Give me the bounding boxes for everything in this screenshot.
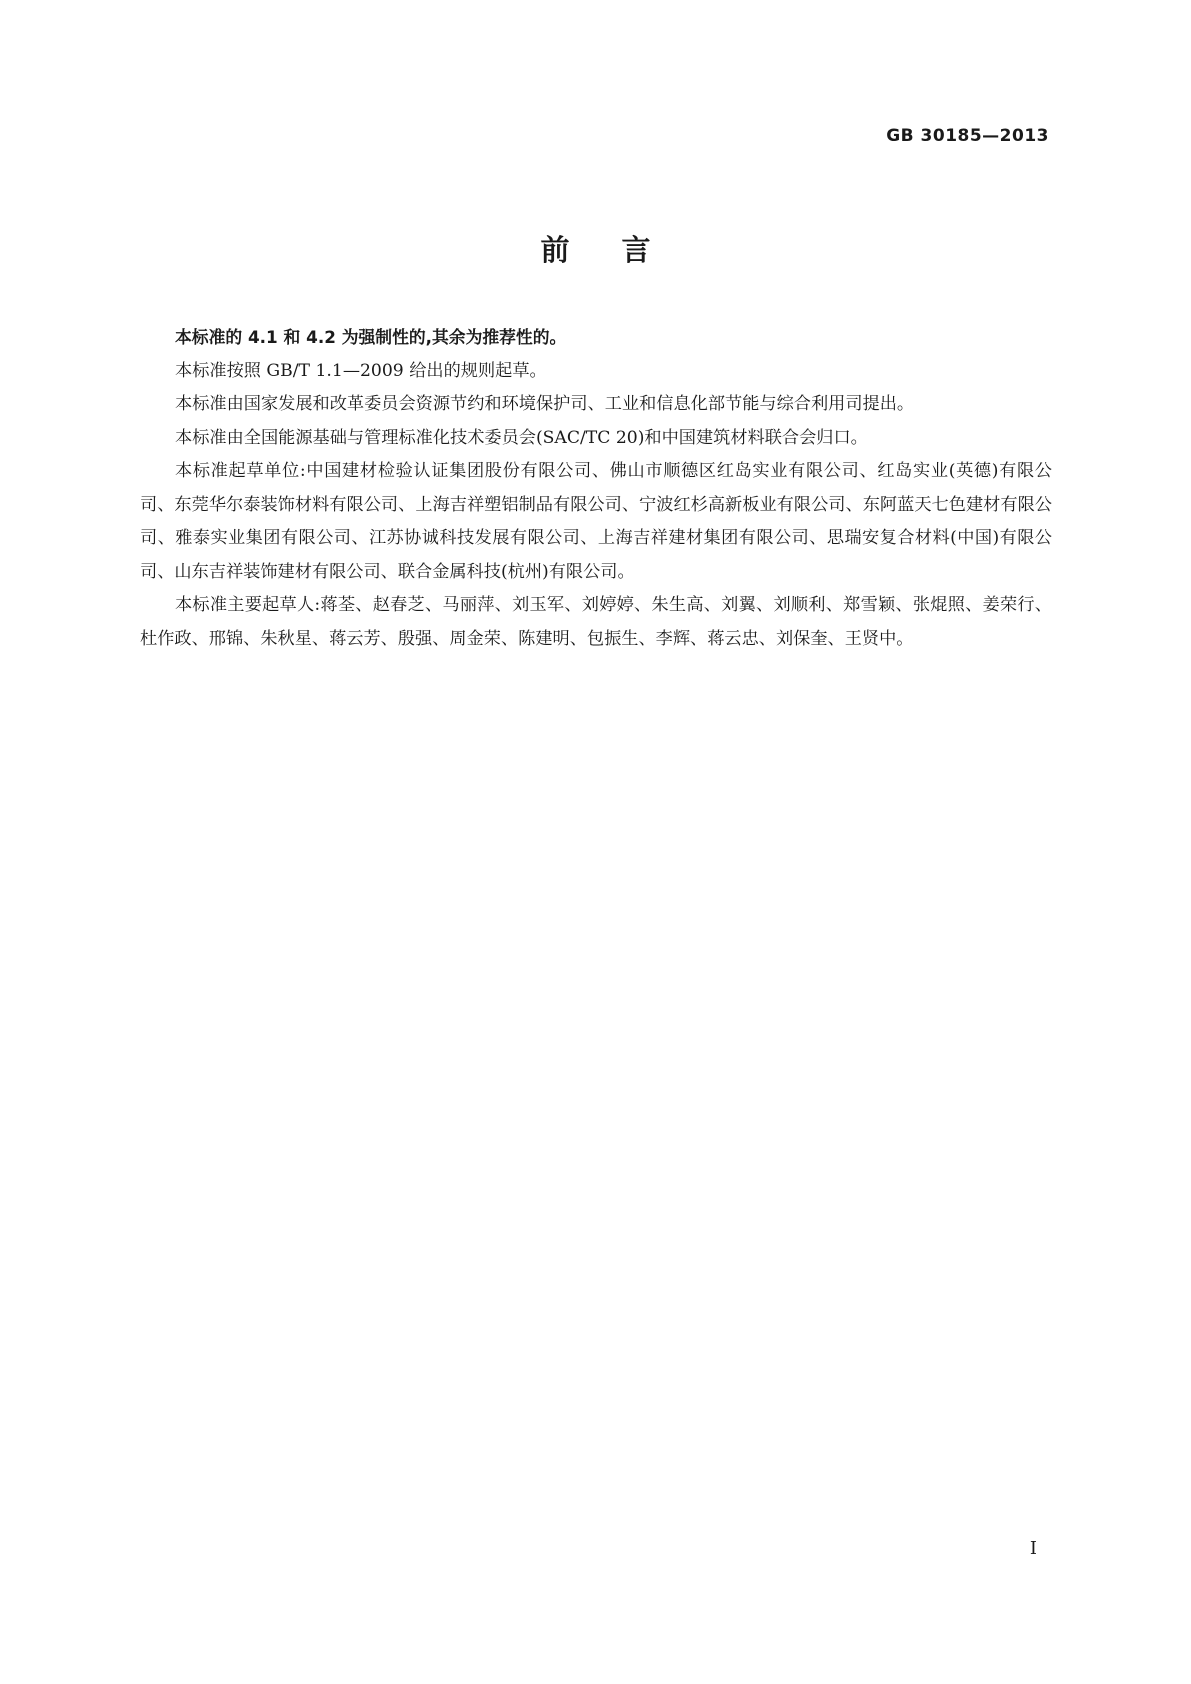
- drafting-rule-paragraph: 本标准按照 GB/T 1.1—2009 给出的规则起草。: [175, 360, 547, 381]
- proposed-by-paragraph: 本标准由国家发展和改革委员会资源节约和环境保护司、工业和信息化部节能与综合利用司提出。: [175, 394, 915, 414]
- page-title: 前言: [540, 233, 703, 267]
- foreword-body: [140, 321, 1052, 656]
- drafting-units-paragraph: 本标准起草单位:中国建材检验认证集团股份有限公司、佛山市顺德区红岛实业有限公司、红岛实业(英德)有限公司、东莞华尔泰装饰材料有限公司、上海吉祥塑铝制品有限公司、宁波红杉高新板业有限公司、东阿蓝天七色建材有限公司、雅泰实业集团有限公司、江苏协诚科技发展有限公司、上海吉祥建材集团有限公司、思瑞安复合材料(中国)有限公司、山东吉祥装饰建材有限公司、联合金属科技(杭州)有限公司。: [140, 461, 1052, 582]
- centralized-by-paragraph: 本标准由全国能源基础与管理标准化技术委员会(SAC/TC 20)和中国建筑材料联合会归口。: [175, 427, 868, 448]
- mandatory-note-paragraph: 本标准的 4.1 和 4.2 为强制性的,其余为推荐性的。: [175, 327, 567, 347]
- main-drafters-paragraph: 本标准主要起草人:蒋荃、赵春芝、马丽萍、刘玉军、刘婷婷、朱生高、刘翼、刘顺利、郑雪颖、张焜照、姜荣行、杜作政、邢锦、朱秋星、蒋云芳、殷强、周金荣、陈建明、包振生、李辉、蒋云忠、刘保奎、王贤中。: [140, 595, 1052, 649]
- page-number: I: [1029, 1538, 1037, 1559]
- standard-code: GB 30185—2013: [886, 126, 1049, 146]
